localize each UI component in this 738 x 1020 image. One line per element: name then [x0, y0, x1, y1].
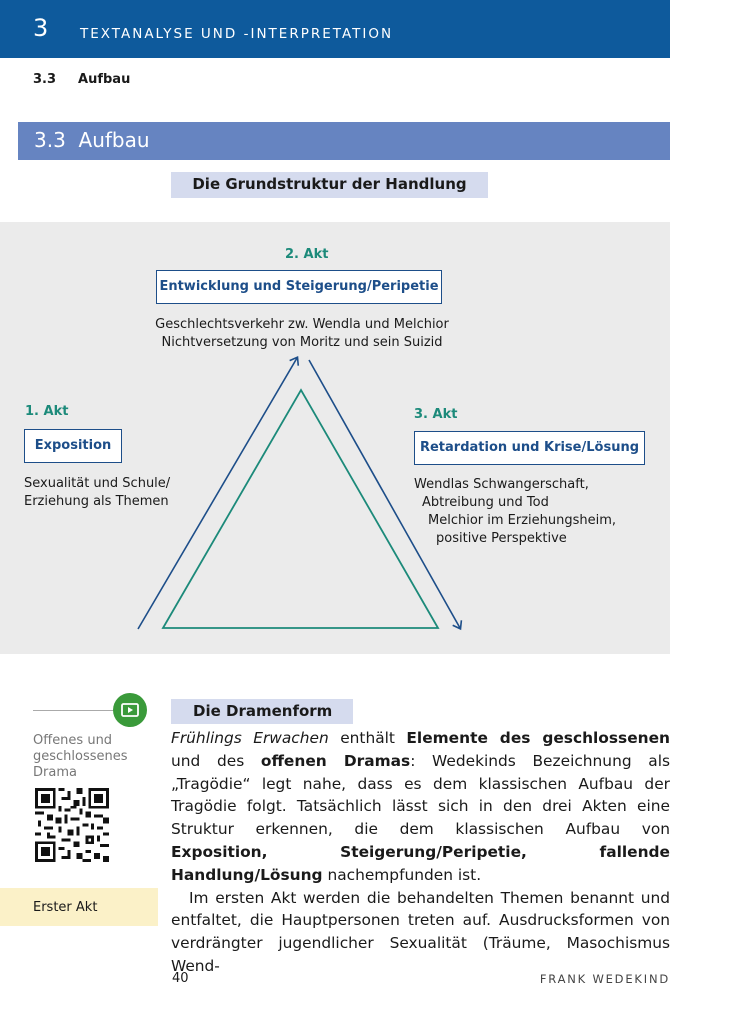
section-banner: 3.3 Aufbau — [18, 122, 670, 160]
act2-line: Geschlechtsverkehr zw. Wendla und Melchior — [155, 317, 449, 332]
bold-run: offenen Dramas — [260, 751, 411, 770]
text-run: und des — [171, 751, 261, 770]
paragraph: Im ersten Akt werden die behandelten Themen benannt und entfaltet, die Hauptpersonen treten auf. Ausdrucksformen von verdrängter jugendlicher Sexualität (Träume, Masochismus Wend- — [171, 888, 670, 975]
margin-tag: Erster Akt — [0, 888, 158, 926]
act3-label: 3. Akt — [414, 407, 458, 422]
video-link-icon[interactable] — [113, 693, 147, 727]
act1-description — [24, 475, 174, 511]
section-title: Aufbau — [78, 72, 131, 87]
act3-description — [414, 476, 654, 548]
act2-line: Nichtversetzung von Moritz und sein Suizid — [161, 335, 443, 350]
chapter-title: TEXTANALYSE UND -INTERPRETATION — [80, 26, 394, 42]
paragraph — [171, 727, 670, 887]
play-icon — [113, 693, 147, 727]
qr-code[interactable] — [35, 788, 109, 862]
act1-box: Exposition — [24, 429, 122, 463]
bold-run: Elemente des geschlossenen — [406, 729, 670, 747]
act3-line: Melchior im Erziehungsheim, — [428, 513, 617, 528]
act3-box: Retardation und Krise/Lösung — [414, 431, 645, 465]
inner-triangle — [163, 390, 438, 628]
act3-line: Wendlas Schwangerschaft, — [414, 477, 589, 492]
act1-label: 1. Akt — [25, 404, 69, 419]
bold-run: Exposition, Steigerung/Peripetie, fallende Handlung/Lösung — [171, 842, 670, 884]
title-italic: Frühlings Erwachen — [171, 729, 329, 747]
caption-line: geschlossenes — [33, 749, 128, 764]
body-text — [171, 727, 670, 978]
caption-line: Drama — [33, 765, 77, 780]
diagram-title: Die Grundstruktur der Handlung — [171, 172, 488, 198]
act1-line: Erziehung als Themen — [24, 494, 169, 509]
act1-line: Sexualität und Schule/ — [24, 476, 171, 491]
caption-line: Offenes und — [33, 733, 113, 748]
page-number: 40 — [172, 971, 189, 986]
text-run: nachempfunden ist. — [322, 865, 482, 884]
text-run: : Wedekinds Bezeichnung als „Tragödie“ legt nahe, dass es dem klassischen Aufbau der Tragödie folgt. Tatsächlich lässt sich in den drei Akten eine Struktur erkennen, die dem klassischen Aufbau von — [171, 751, 670, 839]
footer-author: FRANK WEDEKIND — [539, 972, 670, 986]
text-run: enthält — [328, 729, 407, 747]
subheading: Die Dramenform — [171, 699, 353, 724]
sidebar-rule — [33, 710, 115, 711]
section-number: 3.3 — [33, 72, 57, 87]
chapter-number: 3 — [33, 14, 49, 42]
act3-line: Abtreibung und Tod — [422, 495, 549, 510]
act3-line: positive Perspektive — [436, 531, 567, 546]
act2-label: 2. Akt — [285, 247, 329, 262]
video-caption — [33, 733, 128, 781]
act2-box: Entwicklung und Steigerung/Peripetie — [156, 270, 442, 304]
act2-description — [150, 316, 454, 352]
